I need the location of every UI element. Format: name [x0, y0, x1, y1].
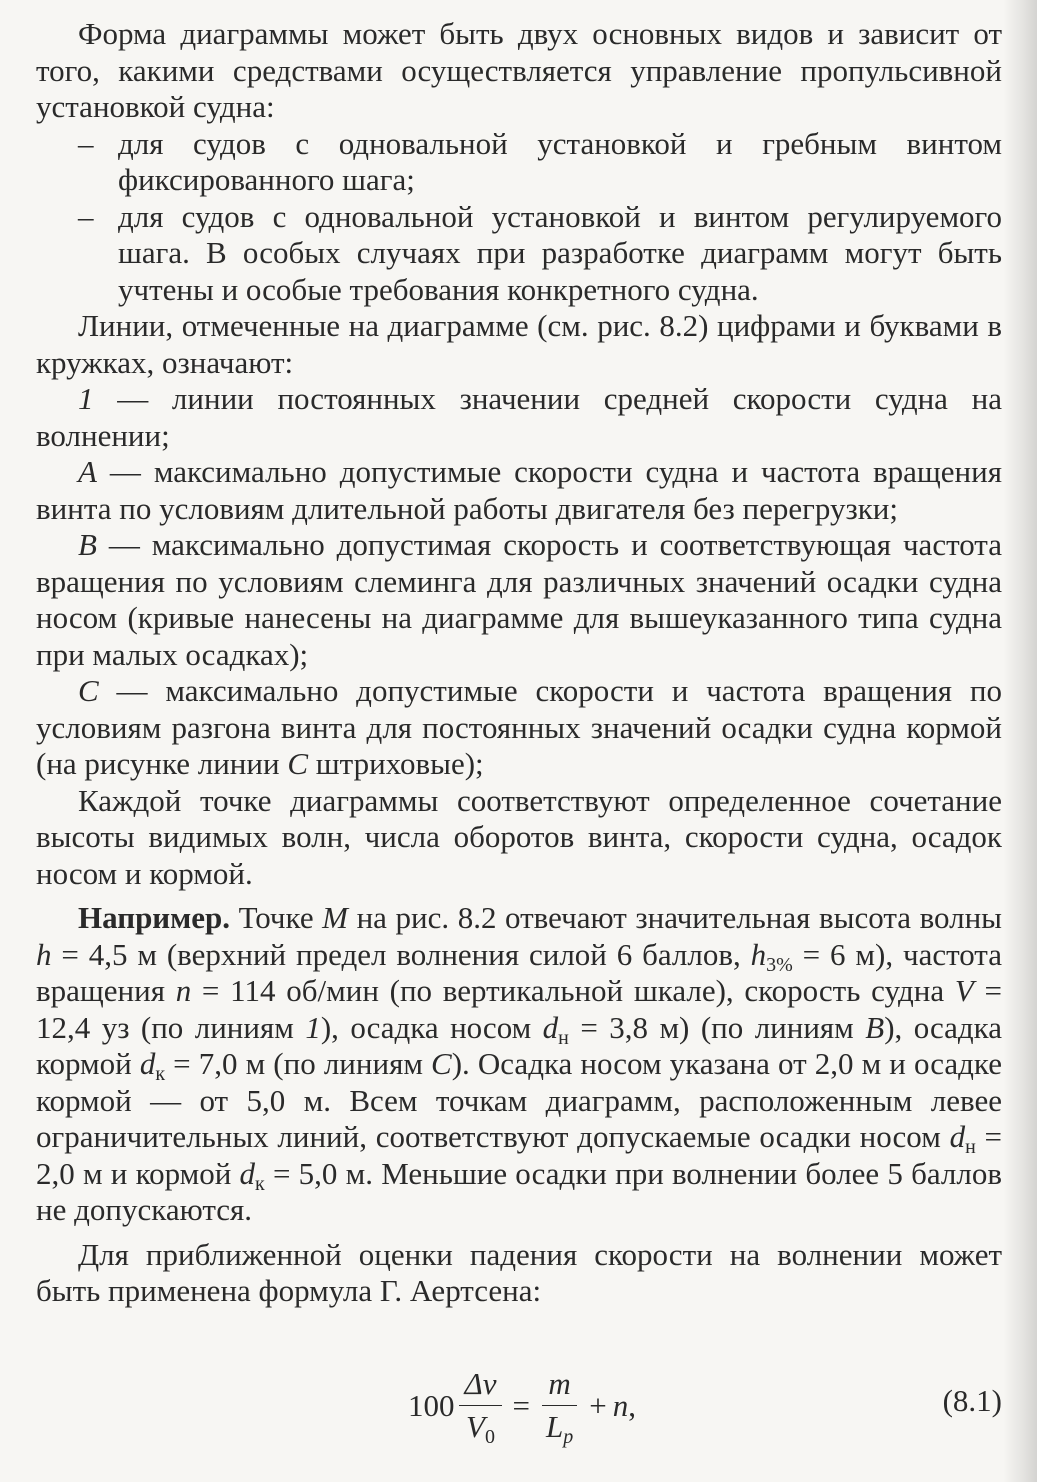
symbol-n: n [612, 1387, 629, 1423]
fraction-m-lp [540, 1365, 579, 1446]
example-text: = 2,0 м и кормой [36, 1119, 1003, 1191]
symbol-c: C [431, 1046, 452, 1081]
symbol-m: M [322, 900, 348, 935]
definition-text: — максимально допустимая скорость и соответствующая частота вращения по условиям слеминга для различных значений осадки судна носом (кривые нанесены на диаграмме для вышеуказанного типа судна при малых осадках); [36, 527, 1002, 672]
example-text: ), осадка кормой [36, 1009, 1002, 1081]
definition-c [36, 673, 1002, 783]
formula-coefficient: 100 [408, 1387, 455, 1423]
list-item-text: для судов с одновальной установкой и винтом регулируемого шага. В особых случаях при разработке диаграмм могут быть учтены и особые требования конкретного судна. [118, 198, 1002, 307]
definition-text: — максимально допустимые скорости судна и частота вращения винта по условиям длительной работы двигателя без перегрузки; [36, 454, 1002, 526]
symbol-h: h [36, 936, 52, 972]
list-dash: – [78, 198, 94, 234]
example-text: = 4,5 м (верхний предел волнения силой 6 баллов, [51, 936, 751, 972]
equation-number: (8.1) [942, 1383, 1002, 1418]
fraction-numerator: m [542, 1365, 576, 1406]
subscript: 3% [766, 953, 793, 976]
symbol-b: B [865, 1009, 885, 1045]
example-text: = 12,4 уз (по линиям [36, 973, 1003, 1045]
subscript: н [965, 1136, 976, 1158]
equals-sign: = [512, 1387, 530, 1423]
symbol-d: d [949, 1119, 966, 1154]
example-text: = 7,0 м (по линиям [165, 1046, 432, 1081]
symbol-l: L [545, 1409, 564, 1444]
definition-text: — максимально допустимые скорости и частота вращения по условиям разгона винта для постоянных значений осадки судна кормой (на рисунке линии [36, 673, 1002, 781]
page-edge-shadow [1003, 0, 1037, 1482]
example-text: ). Осадка носом указана от 2,0 м и осадке кормой — от 5,0 м. Всем точкам диаграмм, расположенным левее ограничительных линий, соответствуют допускаемые осадки носом [36, 1046, 1002, 1154]
each-point-paragraph: Каждой точке диаграммы соответствуют определенное сочетание высоты видимых волн, числа оборотов винта, скорости судна, осадок носом и кормой. [36, 782, 1002, 891]
symbol-v0: V [466, 1409, 485, 1444]
formula-8-1 [36, 1355, 1002, 1465]
example-label: Например. [78, 900, 231, 935]
example-text: на рис. 8.2 отвечают значительная высота волны [348, 900, 1002, 935]
formula-body [408, 1365, 636, 1446]
definition-a [36, 454, 1002, 527]
definition-key: 1 [78, 381, 94, 416]
definition-b [36, 527, 1002, 673]
example-text: ), осадка носом [320, 1009, 543, 1045]
subscript: 0 [484, 1426, 495, 1448]
symbol-n: n [175, 973, 192, 1008]
example-text: = 3,8 м) (по линиям [568, 1009, 866, 1045]
definition-key: B [78, 527, 97, 562]
intro-paragraph: Форма диаграммы может быть двух основных видов и зависит от того, какими средствами осуществляется управление пропульсивной установкой судна: [36, 16, 1002, 124]
list-item-fixed-pitch [36, 126, 1002, 199]
example-text: Точке [230, 900, 323, 935]
list-item-controllable-pitch [36, 199, 1002, 309]
plus-sign: + [589, 1387, 607, 1423]
definition-key: A [78, 454, 97, 489]
formula-comma: , [628, 1387, 636, 1423]
document-page [36, 16, 1002, 1310]
symbol-1: 1 [305, 1009, 321, 1045]
fraction-delta-v [459, 1365, 503, 1446]
lines-intro-paragraph: Линии, отмеченные на диаграмме (см. рис. 8.2) цифрами и буквами в кружках, означают: [36, 308, 1002, 380]
example-text: = 114 об/мин (по вертикальной шкале), скорость судна [191, 973, 955, 1008]
example-text: = 6 м), частота вращения [36, 936, 1002, 1008]
example-paragraph [36, 900, 1002, 1229]
fraction-denominator [540, 1406, 579, 1446]
list-item-text: для судов с одновальной установкой и гребным винтом фиксированного шага; [118, 125, 1002, 197]
definition-1 [36, 381, 1002, 454]
list-dash: – [78, 125, 94, 161]
example-text: = 5,0 м. Меньшие осадки при волнении более 5 баллов не допускаются. [36, 1155, 1002, 1227]
symbol-d: d [139, 1046, 156, 1081]
fraction-denominator [460, 1406, 501, 1446]
definition-text-end: штриховые); [308, 746, 484, 781]
subscript: к [155, 1063, 166, 1085]
subscript: p [563, 1426, 574, 1448]
symbol-h3: h [750, 936, 767, 972]
definition-key-inline: C [287, 746, 309, 781]
subscript: к [255, 1172, 265, 1195]
definition-text: — линии постоянных значении средней скорости судна на волнении; [36, 381, 1002, 453]
symbol-d: d [239, 1155, 256, 1191]
symbol-d: d [542, 1009, 559, 1045]
subscript: н [558, 1026, 569, 1049]
symbol-v: V [954, 973, 974, 1008]
fraction-numerator: Δv [459, 1365, 503, 1406]
aertsen-intro-paragraph: Для приближенной оценки падения скорости на волнении может быть применена формула Г. Аертсена: [36, 1236, 1002, 1308]
definition-key: C [78, 673, 99, 708]
